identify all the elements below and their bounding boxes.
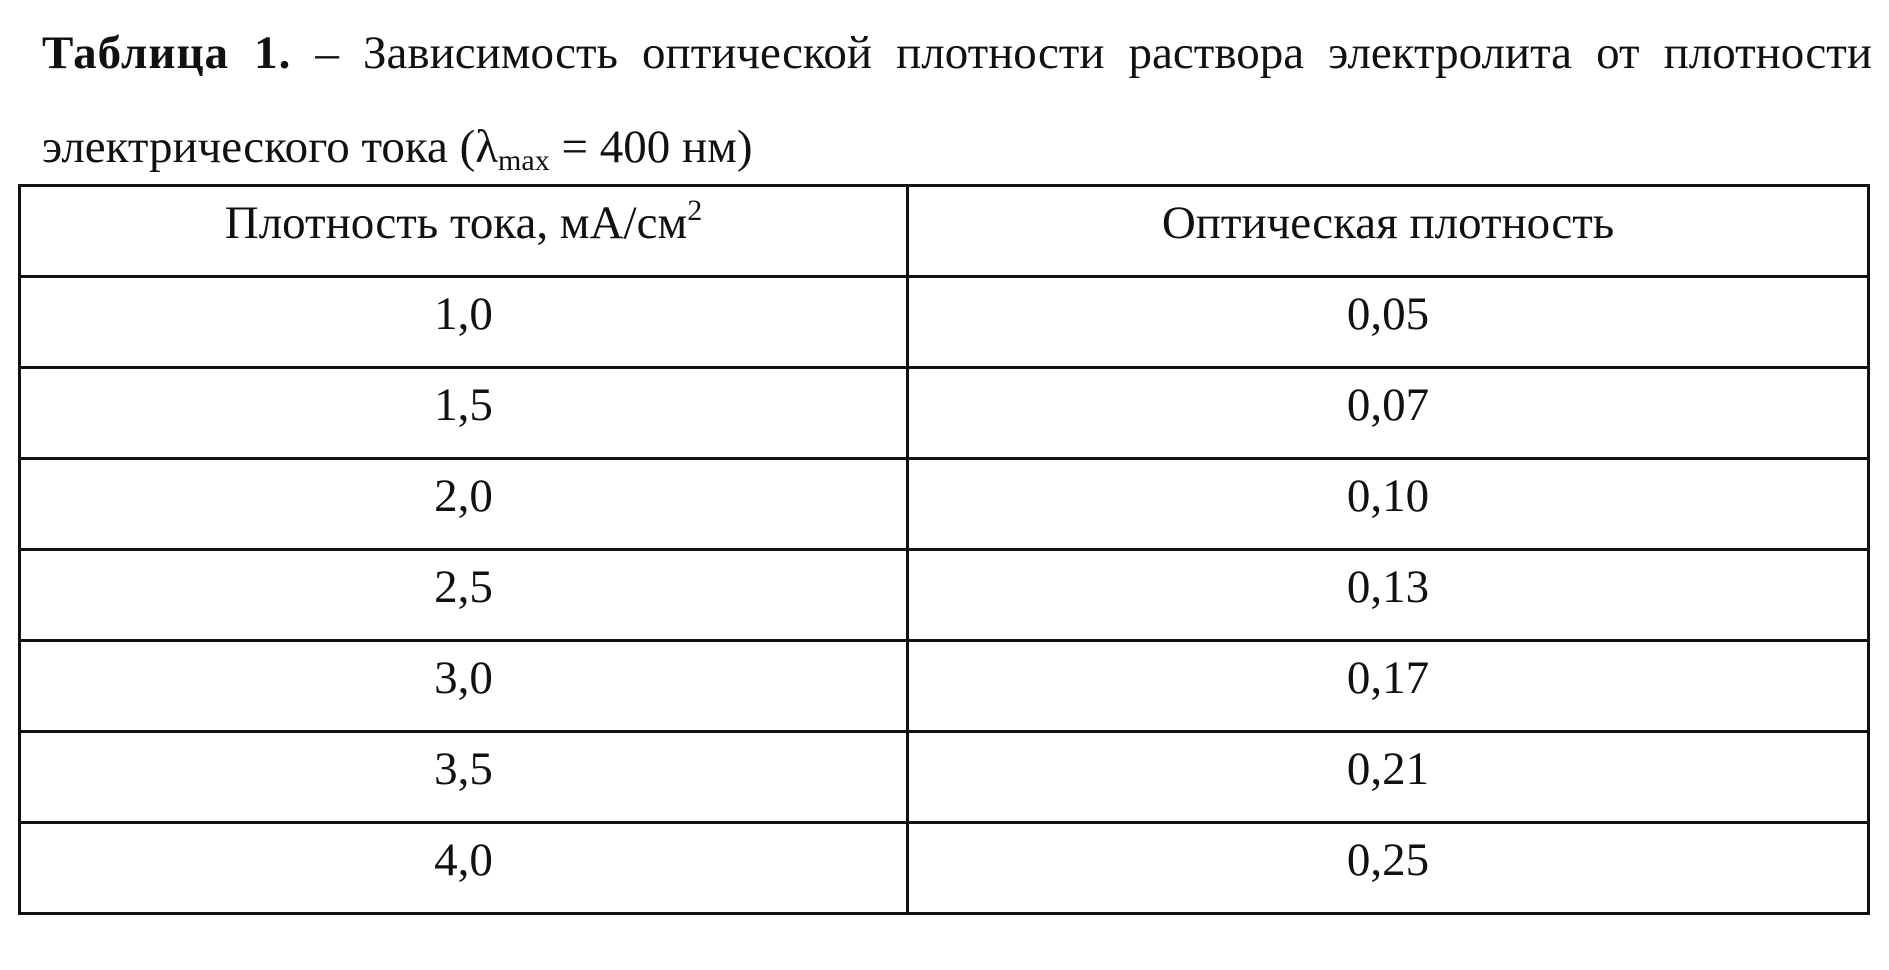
cell-current-density: 3,0 [20,641,908,732]
header-optical-density-label: Оптическая плотность [1161,197,1615,249]
cell-optical-density: 0,07 [908,368,1869,459]
cell-optical-density: 0,05 [908,277,1869,368]
table-header-row [20,186,1869,277]
header-unit-exponent: 2 [687,194,703,227]
table-row [20,823,1869,914]
caption-text: – Зависимость оптической плотности раствора электролита от плотности электрического тока (λ [42,27,1872,173]
cell-current-density: 4,0 [20,823,908,914]
cell-optical-density: 0,25 [908,823,1869,914]
caption-text-end: = 400 нм) [549,121,753,173]
table-row [20,550,1869,641]
cell-current-density: 1,5 [20,368,908,459]
caption-subscript: max [498,144,550,177]
table-row [20,732,1869,823]
cell-current-density: 2,0 [20,459,908,550]
cell-optical-density: 0,21 [908,732,1869,823]
cell-optical-density: 0,10 [908,459,1869,550]
table-row [20,459,1869,550]
cell-current-density: 1,0 [20,277,908,368]
table-caption [42,6,1872,194]
cell-optical-density: 0,13 [908,550,1869,641]
table-row [20,368,1869,459]
header-current-density [20,186,908,277]
header-current-density-label: Плотность тока, мА/см [224,197,688,249]
cell-current-density: 3,5 [20,732,908,823]
header-optical-density [908,186,1869,277]
cell-optical-density: 0,17 [908,641,1869,732]
table-row [20,277,1869,368]
table-row [20,641,1869,732]
caption-label: Таблица 1. [42,27,292,79]
data-table [18,184,1870,915]
cell-current-density: 2,5 [20,550,908,641]
